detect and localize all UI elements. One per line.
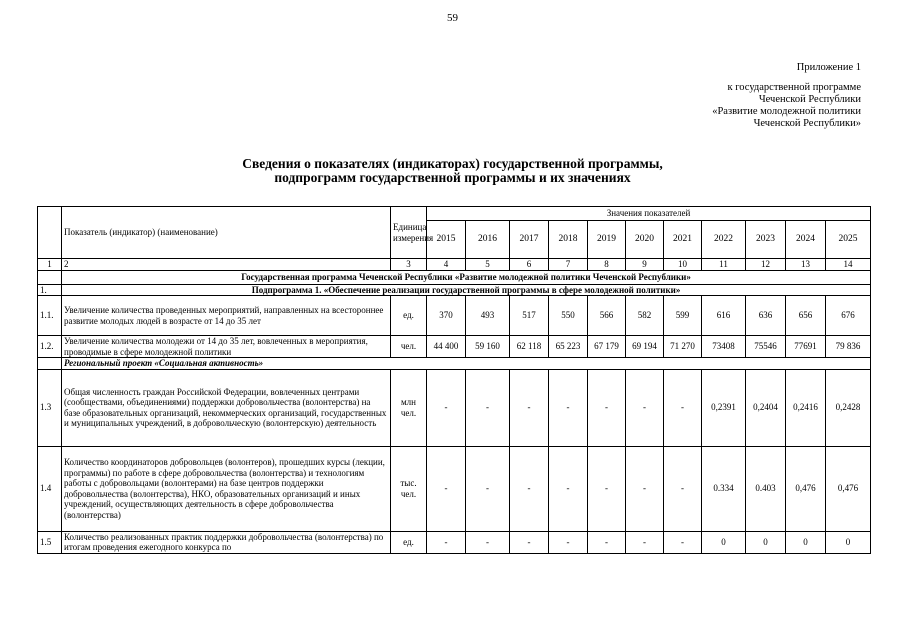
header-indicator: Показатель (индикатор) (наименование) [62,207,391,259]
year-header: 2017 [510,221,549,259]
column-number: 5 [466,259,510,271]
value-cell: 77691 [786,336,826,358]
row-number: 1.4 [38,446,62,531]
year-header: 2019 [588,221,626,259]
value-cell: 0,2428 [826,369,871,446]
value-cell: 0,2391 [702,369,746,446]
value-cell: 75546 [746,336,786,358]
value-cell: - [510,446,549,531]
appendix-line: Чеченской Республики» [753,118,861,129]
value-cell: 517 [510,296,549,336]
unit-cell: ед. [391,296,427,336]
value-cell: 0 [826,531,871,553]
value-cell: - [549,369,588,446]
value-cell: 676 [826,296,871,336]
appendix-note [712,62,861,130]
value-cell: - [664,531,702,553]
row-number: 1.2. [38,336,62,358]
indicator-row [38,531,871,553]
appendix-line: «Развитие молодежной политики [712,106,861,117]
value-cell: 0.403 [746,446,786,531]
year-header: 2020 [626,221,664,259]
column-number: 11 [702,259,746,271]
indicator-name: Увеличение количества проведенных мероприятий, направленных на всестороннее развитие молодых людей в возрасте от 14 до 35 лет [62,296,391,336]
indicator-row [38,296,871,336]
subprogram-title: Подпрограмма 1. «Обеспечение реализации государственной программы в сфере молодежной политики» [62,284,871,296]
year-header: 2025 [826,221,871,259]
column-number: 12 [746,259,786,271]
value-cell: 493 [466,296,510,336]
indicator-row [38,369,871,446]
unit-cell: тыс. чел. [391,446,427,531]
header-values: Значения показателей [427,207,871,221]
row-number: 1.3 [38,369,62,446]
column-number: 8 [588,259,626,271]
value-cell: - [466,369,510,446]
value-cell: 0 [702,531,746,553]
header-unit: Единица измерения [391,207,427,259]
value-cell: 0,2416 [786,369,826,446]
value-cell: 0 [746,531,786,553]
program-row [38,270,871,284]
unit-cell: млн чел. [391,369,427,446]
value-cell: - [510,369,549,446]
value-cell: 69 194 [626,336,664,358]
project-title: Региональный проект «Социальная активность» [62,358,871,370]
appendix-line: к государственной программе [727,82,861,93]
appendix-heading: Приложение 1 [796,62,861,73]
value-cell: 71 270 [664,336,702,358]
title-line-2: подпрограмм государственной программы и их значениях [274,170,631,185]
header-row [38,207,871,221]
year-header: 2024 [786,221,826,259]
column-number: 10 [664,259,702,271]
indicators-table [37,206,871,554]
year-header: 2022 [702,221,746,259]
value-cell: 656 [786,296,826,336]
value-cell: - [427,369,466,446]
project-row [38,358,871,370]
year-header: 2023 [746,221,786,259]
table-body [38,207,871,554]
year-header: 2021 [664,221,702,259]
value-cell: - [588,369,626,446]
value-cell: - [664,446,702,531]
unit-cell: чел. [391,336,427,358]
indicator-row [38,446,871,531]
year-header: 2016 [466,221,510,259]
value-cell: - [427,446,466,531]
column-number: 1 [38,259,62,271]
value-cell: 59 160 [466,336,510,358]
column-number: 14 [826,259,871,271]
value-cell: - [626,531,664,553]
document-title [0,157,905,185]
program-num-cell [38,270,62,284]
column-number: 3 [391,259,427,271]
title-line-1: Сведения о показателях (индикаторах) государственной программы, [242,156,663,171]
column-number: 4 [427,259,466,271]
value-cell: - [466,446,510,531]
appendix-line: Чеченской Республики [758,94,861,105]
value-cell: - [588,531,626,553]
value-cell: 599 [664,296,702,336]
value-cell: 65 223 [549,336,588,358]
unit-cell: ед. [391,531,427,553]
value-cell: 67 179 [588,336,626,358]
value-cell: 73408 [702,336,746,358]
subprogram-num: 1. [38,284,62,296]
year-header: 2015 [427,221,466,259]
value-cell: 0,2404 [746,369,786,446]
project-num-cell [38,358,62,370]
value-cell: 616 [702,296,746,336]
value-cell: 0,476 [786,446,826,531]
value-cell: 62 118 [510,336,549,358]
value-cell: - [626,446,664,531]
indicator-name: Общая численность граждан Российской Федерации, вовлеченных центрами (сообществами, объединениями) поддержки добровольчества (волонтерства) на базе образовательных организаций, некоммерческих организаций, государственных и муниципальных учреждений, в добровольческую (волонтерскую) деятельность [62,369,391,446]
value-cell: - [549,446,588,531]
value-cell: - [588,446,626,531]
page-number: 59 [447,12,458,24]
row-number: 1.5 [38,531,62,553]
indicator-name: Количество координаторов добровольцев (волонтеров), прошедших курсы (лекции, программы) по работе в сфере добровольчества (волонтерства) и технологиям работы с добровольцами (волонтерами) на базе центров поддержки добровольчества (волонтерства), НКО, образовательных организаций и иных учреждений, осуществляющих деятельность в сфере добровольчества (волонтерства) [62,446,391,531]
row-number: 1.1. [38,296,62,336]
value-cell: - [664,369,702,446]
value-cell: 370 [427,296,466,336]
value-cell: 0,476 [826,446,871,531]
value-cell: 582 [626,296,664,336]
indicator-name: Увеличение количества молодежи от 14 до 35 лет, вовлеченных в мероприятия, проводимые в сфере молодежной политики [62,336,391,358]
column-number: 2 [62,259,391,271]
indicator-row [38,336,871,358]
value-cell: 0.334 [702,446,746,531]
value-cell: - [466,531,510,553]
column-number: 7 [549,259,588,271]
header-num-cell [38,207,62,259]
column-number: 6 [510,259,549,271]
value-cell: 550 [549,296,588,336]
value-cell: 0 [786,531,826,553]
program-title: Государственная программа Чеченской Республики «Развитие молодежной политики Чеченской Республики» [62,270,871,284]
value-cell: - [626,369,664,446]
value-cell: - [510,531,549,553]
value-cell: - [427,531,466,553]
column-number: 9 [626,259,664,271]
year-header: 2018 [549,221,588,259]
column-numbers-row [38,259,871,271]
value-cell: - [549,531,588,553]
subprogram-row [38,284,871,296]
value-cell: 566 [588,296,626,336]
indicator-name: Количество реализованных практик поддержки добровольчества (волонтерства) по итогам проведения ежегодного конкурса по [62,531,391,553]
column-number: 13 [786,259,826,271]
value-cell: 44 400 [427,336,466,358]
value-cell: 636 [746,296,786,336]
value-cell: 79 836 [826,336,871,358]
